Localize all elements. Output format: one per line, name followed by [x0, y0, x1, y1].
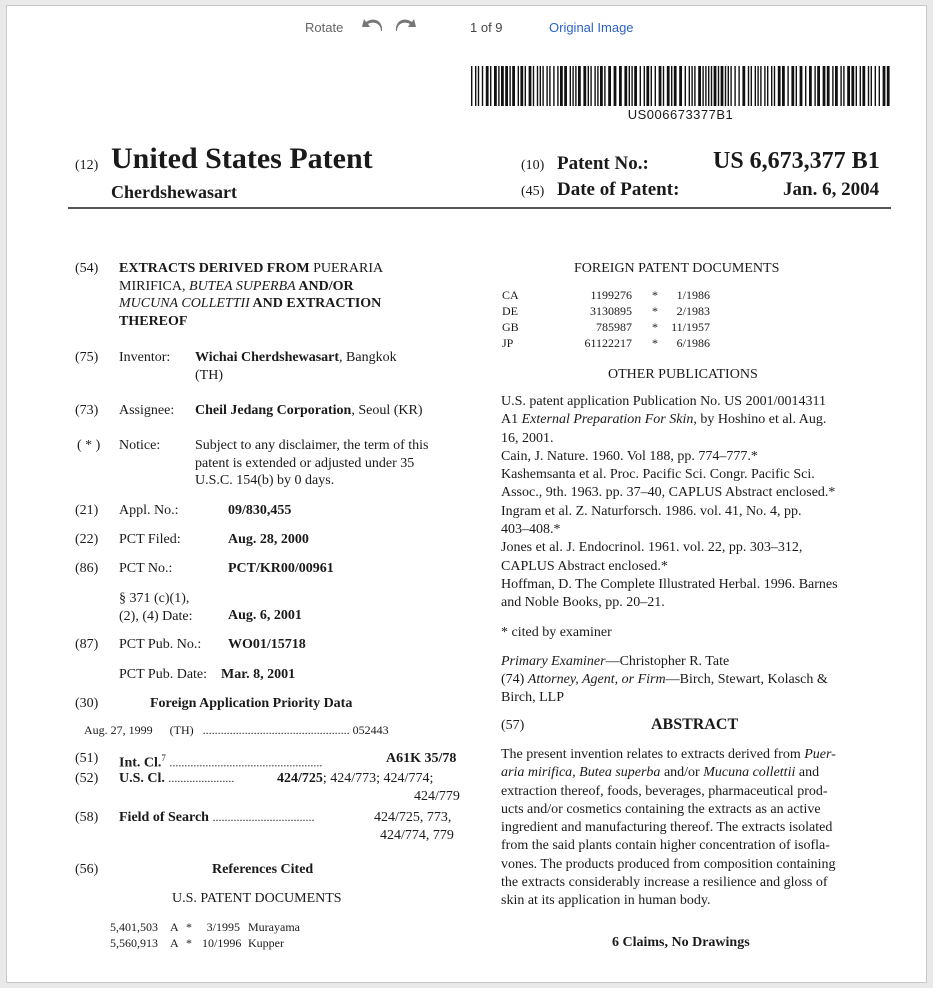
barcode-bar	[840, 66, 841, 106]
code-notice: ( * )	[77, 438, 101, 453]
barcode-bar	[748, 66, 749, 106]
barcode-bar	[594, 66, 595, 106]
barcode-bar	[685, 66, 686, 106]
barcode-bar	[817, 66, 820, 106]
barcode-bar	[718, 66, 719, 106]
barcode-bar	[471, 66, 472, 106]
assignee-value	[195, 402, 423, 420]
barcode-bar	[851, 66, 854, 106]
other-pub-line: and Noble Books, pp. 20–21.	[501, 595, 665, 611]
foreign-ref-number: 1199276	[590, 288, 632, 302]
barcode-bar	[823, 66, 826, 106]
barcode-bar	[549, 66, 550, 106]
code-54: (54)	[75, 261, 99, 276]
rotate-right-icon[interactable]	[393, 16, 417, 34]
viewer-toolbar	[0, 16, 933, 40]
abstract-line: vones. The products produced from composition containing	[501, 856, 836, 872]
barcode-bar	[757, 66, 758, 106]
foreign-ref-row	[502, 319, 710, 335]
field-of-search-row	[119, 809, 314, 827]
us-refs-list	[110, 919, 300, 951]
notice-label: Notice:	[119, 438, 161, 453]
code-22: (22)	[75, 532, 99, 547]
foreign-ref-country: GB	[502, 320, 519, 334]
code-12: (12)	[75, 158, 99, 173]
us-ref-kind: A	[170, 920, 179, 934]
code-56: (56)	[75, 862, 99, 877]
foreign-patent-documents-title: FOREIGN PATENT DOCUMENTS	[574, 261, 780, 276]
section-371-label	[119, 590, 192, 625]
appl-no-label: Appl. No.:	[119, 503, 179, 518]
abstract-italic: Puer-	[804, 747, 836, 762]
claims-summary: 6 Claims, No Drawings	[612, 935, 750, 950]
attorney	[501, 671, 828, 706]
barcode-bar	[533, 66, 534, 106]
priority-row	[84, 723, 389, 738]
barcode-bar	[486, 66, 489, 106]
code-57: (57)	[501, 718, 525, 733]
foreign-refs-list	[502, 287, 710, 351]
rotate-left-icon[interactable]	[361, 16, 385, 34]
barcode-bar	[725, 66, 726, 106]
abstract-title: ABSTRACT	[651, 716, 739, 733]
appl-no-value: 09/830,455	[228, 503, 292, 518]
barcode-bar	[721, 66, 724, 106]
barcode-bar	[671, 66, 672, 106]
barcode-bar	[560, 66, 563, 106]
barcode-bar	[796, 66, 797, 106]
title-line-3-italic: MUCUNA COLLETTII	[119, 296, 250, 311]
barcode-bar	[640, 66, 641, 106]
barcode-bar	[674, 66, 677, 106]
other-pub-line: U.S. patent application Publication No. US 2001/0014311	[501, 394, 826, 409]
code-10: (10)	[521, 158, 545, 173]
foreign-ref-star: *	[652, 304, 658, 318]
inventor-label: Inventor:	[119, 350, 171, 365]
barcode-bar	[590, 66, 591, 106]
title-line-3-bold: AND EXTRACTION	[249, 296, 382, 311]
code-87: (87)	[75, 637, 99, 652]
abstract-line: extraction thereof, foods, beverages, pharmaceutical prod-	[501, 783, 828, 799]
barcode-bar	[827, 66, 830, 106]
barcode-bar	[760, 66, 761, 106]
code-45: (45)	[521, 184, 545, 199]
barcode-bar	[578, 66, 581, 106]
foreign-ref-country: JP	[502, 336, 514, 350]
barcode-bar	[482, 66, 483, 106]
barcode-bar	[691, 66, 692, 106]
int-cl-label: Int. Cl.	[119, 755, 162, 771]
barcode-bar	[698, 66, 701, 106]
barcode-bar	[629, 66, 630, 106]
barcode-bar	[624, 66, 627, 106]
barcode	[471, 66, 890, 106]
int-cl-leader: ...................................................	[169, 755, 323, 770]
barcode-bar	[730, 66, 731, 106]
pct-filed-label: PCT Filed:	[119, 532, 181, 547]
barcode-bar	[694, 66, 695, 106]
barcode-bar	[597, 66, 598, 106]
barcode-bar	[711, 66, 712, 106]
barcode-bar	[879, 66, 880, 106]
barcode-bar	[847, 66, 850, 106]
barcode-bar	[608, 66, 611, 106]
date-of-patent-value: Jan. 6, 2004	[783, 179, 880, 200]
attorney-label: Attorney, Agent, or Firm	[527, 672, 666, 687]
patent-no-label: Patent No.:	[557, 153, 649, 174]
barcode-bar	[814, 66, 815, 106]
us-ref-kind: A	[170, 936, 179, 950]
abstract-line: skin at its application in human body.	[501, 893, 711, 909]
barcode-bar	[764, 66, 765, 106]
section-371-date: Aug. 6, 2001	[228, 608, 302, 623]
foreign-ref-row	[502, 287, 710, 303]
barcode-bar	[755, 66, 756, 106]
title-line-4: THEREOF	[119, 313, 188, 329]
other-pub-line: Ingram et al. Z. Naturforsch. 1986. vol. 41, No. 4, pp.	[501, 503, 802, 519]
primary-examiner-name: —Christopher R. Tate	[605, 654, 730, 669]
pct-no-value: PCT/KR00/00961	[228, 561, 334, 576]
priority-country: (TH)	[169, 723, 194, 737]
code-73: (73)	[75, 403, 99, 418]
other-pub-line: CAPLUS Abstract enclosed.*	[501, 558, 668, 574]
abstract-italic: aria mirifica, Butea superba	[501, 765, 661, 781]
barcode-bar	[498, 66, 499, 106]
field-of-search-line-1: 424/725, 773,	[374, 810, 452, 825]
header-divider	[68, 207, 891, 209]
barcode-bar	[631, 66, 632, 106]
barcode-bar	[860, 66, 861, 106]
barcode-bar	[651, 66, 652, 106]
other-pub-line	[501, 411, 838, 429]
inventor-city: , Bangkok	[339, 350, 397, 365]
barcode-bar	[557, 66, 558, 106]
barcode-bar	[478, 66, 479, 106]
us-ref-row	[110, 935, 300, 951]
barcode-bar	[490, 66, 491, 106]
barcode-bar	[774, 66, 775, 106]
foreign-ref-number: 61122217	[584, 336, 632, 350]
field-of-search-line-2: 424/774, 779	[380, 828, 454, 843]
pct-pub-no-label: PCT Pub. No.:	[119, 637, 202, 652]
notice-line-1: Subject to any disclaimer, the term of this	[195, 438, 429, 453]
us-patent-documents-title: U.S. PATENT DOCUMENTS	[172, 891, 342, 906]
title-line-2-bold: AND/OR	[295, 278, 354, 294]
barcode-bar	[714, 66, 717, 106]
barcode-bar	[518, 66, 519, 106]
barcode-bar	[644, 66, 645, 106]
barcode-bar	[659, 66, 662, 106]
pct-no-label: PCT No.:	[119, 561, 173, 576]
barcode-bar	[868, 66, 869, 106]
barcode-bar	[728, 66, 729, 106]
barcode-bar	[553, 66, 554, 106]
barcode-bar	[809, 66, 812, 106]
foreign-ref-star: *	[652, 336, 658, 350]
barcode-bar	[634, 66, 637, 106]
inventor-country: (TH)	[195, 367, 223, 383]
int-cl-sup: 7	[161, 753, 166, 763]
barcode-bar	[778, 66, 781, 106]
barcode-bar	[771, 66, 772, 106]
code-75: (75)	[75, 350, 99, 365]
barcode-bar	[572, 66, 573, 106]
barcode-bar	[646, 66, 649, 106]
barcode-bar	[512, 66, 515, 106]
barcode-bar	[705, 66, 706, 106]
us-cl-leader: ......................	[168, 771, 235, 785]
notice-line-3: U.S.C. 154(b) by 0 days.	[195, 473, 335, 488]
us-ref-star: *	[186, 920, 192, 934]
barcode-bar	[542, 66, 543, 106]
code-74: (74)	[501, 672, 525, 687]
other-pub-line: Cain, J. Nature. 1960. Vol 188, pp. 774–777.*	[501, 448, 758, 464]
code-58: (58)	[75, 810, 99, 825]
barcode-bar	[767, 66, 768, 106]
us-ref-star: *	[186, 936, 192, 950]
original-image-link[interactable]: Original Image	[549, 20, 634, 35]
code-30: (30)	[75, 696, 99, 711]
barcode-number: US006673377B1	[627, 107, 734, 122]
other-publications-title: OTHER PUBLICATIONS	[608, 367, 758, 382]
abstract-italic: Mucuna collettii	[703, 765, 796, 781]
title-line-2-italic: BUTEA SUPERBA	[189, 278, 296, 294]
code-21: (21)	[75, 503, 99, 518]
barcode-bar	[862, 66, 865, 106]
barcode-bar	[475, 66, 476, 106]
patent-no-value: US 6,673,377 B1	[713, 148, 880, 174]
barcode-bar	[663, 66, 664, 106]
foreign-ref-date: 2/1983	[676, 304, 710, 318]
foreign-ref-number: 3130895	[590, 304, 632, 318]
inventor-value	[195, 349, 397, 384]
foreign-ref-row	[502, 335, 710, 351]
pct-pub-date-value: Mar. 8, 2001	[221, 667, 296, 682]
barcode-bar	[583, 66, 586, 106]
us-ref-name: Murayama	[248, 920, 300, 934]
barcode-bar	[782, 66, 785, 106]
int-cl-row	[119, 750, 322, 772]
abstract-body	[501, 746, 836, 911]
page-indicator: 1 of 9	[470, 20, 503, 35]
foreign-ref-date: 6/1986	[676, 336, 710, 350]
barcode-bar	[738, 66, 739, 106]
us-cl-primary: 424/725	[277, 771, 323, 786]
abstract-text: and/or	[660, 765, 704, 781]
priority-date: Aug. 27, 1999	[84, 723, 153, 737]
barcode-bar	[520, 66, 523, 106]
barcode-bar	[791, 66, 794, 106]
barcode-bar	[832, 66, 833, 106]
priority-number: 052443	[352, 723, 389, 737]
notice-line-2: patent is extended or adjusted under 35	[195, 455, 415, 471]
barcode-bar	[689, 66, 690, 106]
barcode-bar	[883, 66, 886, 106]
barcode-bar	[702, 66, 703, 106]
other-pub-line: Assoc., 9th. 1963. pp. 37–40, CAPLUS Abstract enclosed.*	[501, 485, 836, 501]
patent-title: United States Patent	[111, 142, 373, 175]
barcode-bar	[875, 66, 876, 106]
pct-pub-no-value: WO01/15718	[228, 637, 306, 652]
cited-by-examiner-note: * cited by examiner	[501, 625, 612, 640]
barcode-bar	[708, 66, 709, 106]
barcode-bar	[871, 66, 872, 106]
barcode-bar	[619, 66, 622, 106]
barcode-bar	[509, 66, 510, 106]
assignee-name: Cheil Jedang Corporation	[195, 403, 352, 418]
us-cl-line-2: 424/779	[414, 789, 460, 804]
barcode-bar	[604, 66, 605, 106]
barcode-bar	[614, 66, 617, 106]
other-pub-line: 403–408.*	[501, 522, 561, 538]
barcode-bar	[667, 66, 670, 106]
code-52: (52)	[75, 771, 99, 786]
us-cl-secondary: ; 424/773; 424/774;	[322, 771, 434, 786]
us-cl-label: U.S. Cl.	[119, 771, 165, 786]
barcode-bar	[529, 66, 532, 106]
barcode-bar	[575, 66, 576, 106]
foreign-ref-star: *	[652, 320, 658, 334]
priority-data-title: Foreign Application Priority Data	[150, 696, 353, 711]
barcode-bar	[751, 66, 752, 106]
pct-pub-date-label: PCT Pub. Date:	[119, 667, 208, 682]
assignee-label: Assignee:	[119, 403, 175, 418]
other-publications-list	[501, 393, 838, 613]
barcode-bar	[494, 66, 497, 106]
barcode-bar	[546, 66, 547, 106]
notice-text	[195, 437, 467, 490]
int-cl-value: A61K 35/78	[386, 751, 457, 766]
barcode-bar	[588, 66, 589, 106]
us-ref-name: Kupper	[248, 936, 284, 950]
barcode-bar	[800, 66, 803, 106]
invention-title	[119, 260, 383, 330]
title-line-1-bold: EXTRACTS DERIVED FROM	[119, 261, 314, 276]
inventor-surname: Cherdshewasart	[111, 182, 237, 202]
us-ref-date: 3/1995	[206, 920, 240, 934]
abstract-text: The present invention relates to extracts derived from	[501, 747, 805, 762]
primary-examiner	[501, 653, 729, 671]
us-cl-row	[119, 770, 234, 788]
other-pub-text: A1	[501, 412, 522, 428]
rotate-label: Rotate	[305, 20, 344, 35]
barcode-bar	[856, 66, 857, 106]
barcode-bar	[787, 66, 788, 106]
field-of-search-label: Field of Search	[119, 810, 209, 825]
date-of-patent-label: Date of Patent:	[557, 179, 680, 200]
us-ref-number: 5,401,503	[110, 920, 158, 934]
other-pub-line: Hoffman, D. The Complete Illustrated Herbal. 1996. Barnes	[501, 576, 838, 592]
abstract-line: from the said plants contain higher concentration of isofla-	[501, 838, 830, 854]
barcode-bar	[742, 66, 745, 106]
barcode-bar	[734, 66, 735, 106]
barcode-bar	[805, 66, 806, 106]
title-line-2-plain: MIRIFICA,	[119, 278, 190, 294]
field-of-search-leader: ..................................	[212, 810, 315, 824]
other-pub-italic: External Preparation For Skin	[521, 412, 694, 428]
foreign-ref-star: *	[652, 288, 658, 302]
barcode-bar	[887, 66, 890, 106]
references-cited-title: References Cited	[212, 862, 314, 877]
barcode-bar	[655, 66, 656, 106]
abstract-text: and	[795, 765, 820, 781]
priority-leader: .................................................	[202, 723, 350, 737]
foreign-ref-date: 1/1986	[676, 288, 710, 302]
abstract-line: ucts and/or cosmetics containing the extracts as an active	[501, 801, 821, 817]
assignee-city: , Seoul (KR)	[351, 403, 423, 418]
section-371-line-2: (2), (4) Date:	[119, 608, 193, 624]
barcode-bar	[505, 66, 508, 106]
barcode-bar	[679, 66, 682, 106]
barcode-bar	[537, 66, 538, 106]
other-pub-line: Kashemsanta et al. Proc. Pacific Sci. Congr. Pacific Sci.	[501, 467, 815, 483]
title-line-1-plain: PUERARIA	[313, 261, 384, 276]
foreign-ref-date: 11/1957	[671, 320, 710, 334]
attorney-name-line-1: —Birch, Stewart, Kolasch &	[665, 672, 828, 687]
barcode-bar	[540, 66, 541, 106]
barcode-bar	[564, 66, 567, 106]
foreign-ref-country: CA	[502, 288, 519, 302]
us-ref-date: 10/1996	[202, 936, 242, 950]
code-51: (51)	[75, 751, 99, 766]
barcode-bar	[600, 66, 603, 106]
us-cl-value	[277, 770, 433, 788]
other-pub-text: , by Hoshino et al. Aug.	[693, 412, 827, 428]
attorney-name-line-2: Birch, LLP	[501, 689, 564, 705]
barcode-bar	[570, 66, 571, 106]
primary-examiner-label: Primary Examiner	[501, 654, 606, 669]
abstract-line: the extracts considerably increase a resilience and gloss of	[501, 875, 828, 891]
abstract-line: ingredient and manufacturing thereof. The extracts isolated	[501, 820, 833, 836]
us-ref-number: 5,560,913	[110, 936, 158, 950]
us-ref-row	[110, 919, 300, 935]
barcode-bar	[501, 66, 504, 106]
barcode-bar	[835, 66, 838, 106]
section-371-line-1: § 371 (c)(1),	[119, 591, 190, 606]
foreign-ref-row	[502, 303, 710, 319]
inventor-name: Wichai Cherdshewasart	[195, 350, 340, 365]
foreign-ref-number: 785987	[596, 320, 632, 334]
foreign-ref-country: DE	[502, 304, 518, 318]
barcode-bar	[525, 66, 526, 106]
other-pub-line: 16, 2001.	[501, 430, 554, 446]
pct-filed-value: Aug. 28, 2000	[228, 532, 309, 547]
other-pub-line: Jones et al. J. Endocrinol. 1961. vol. 22, pp. 303–312,	[501, 540, 803, 556]
barcode-bar	[843, 66, 844, 106]
code-86: (86)	[75, 561, 99, 576]
